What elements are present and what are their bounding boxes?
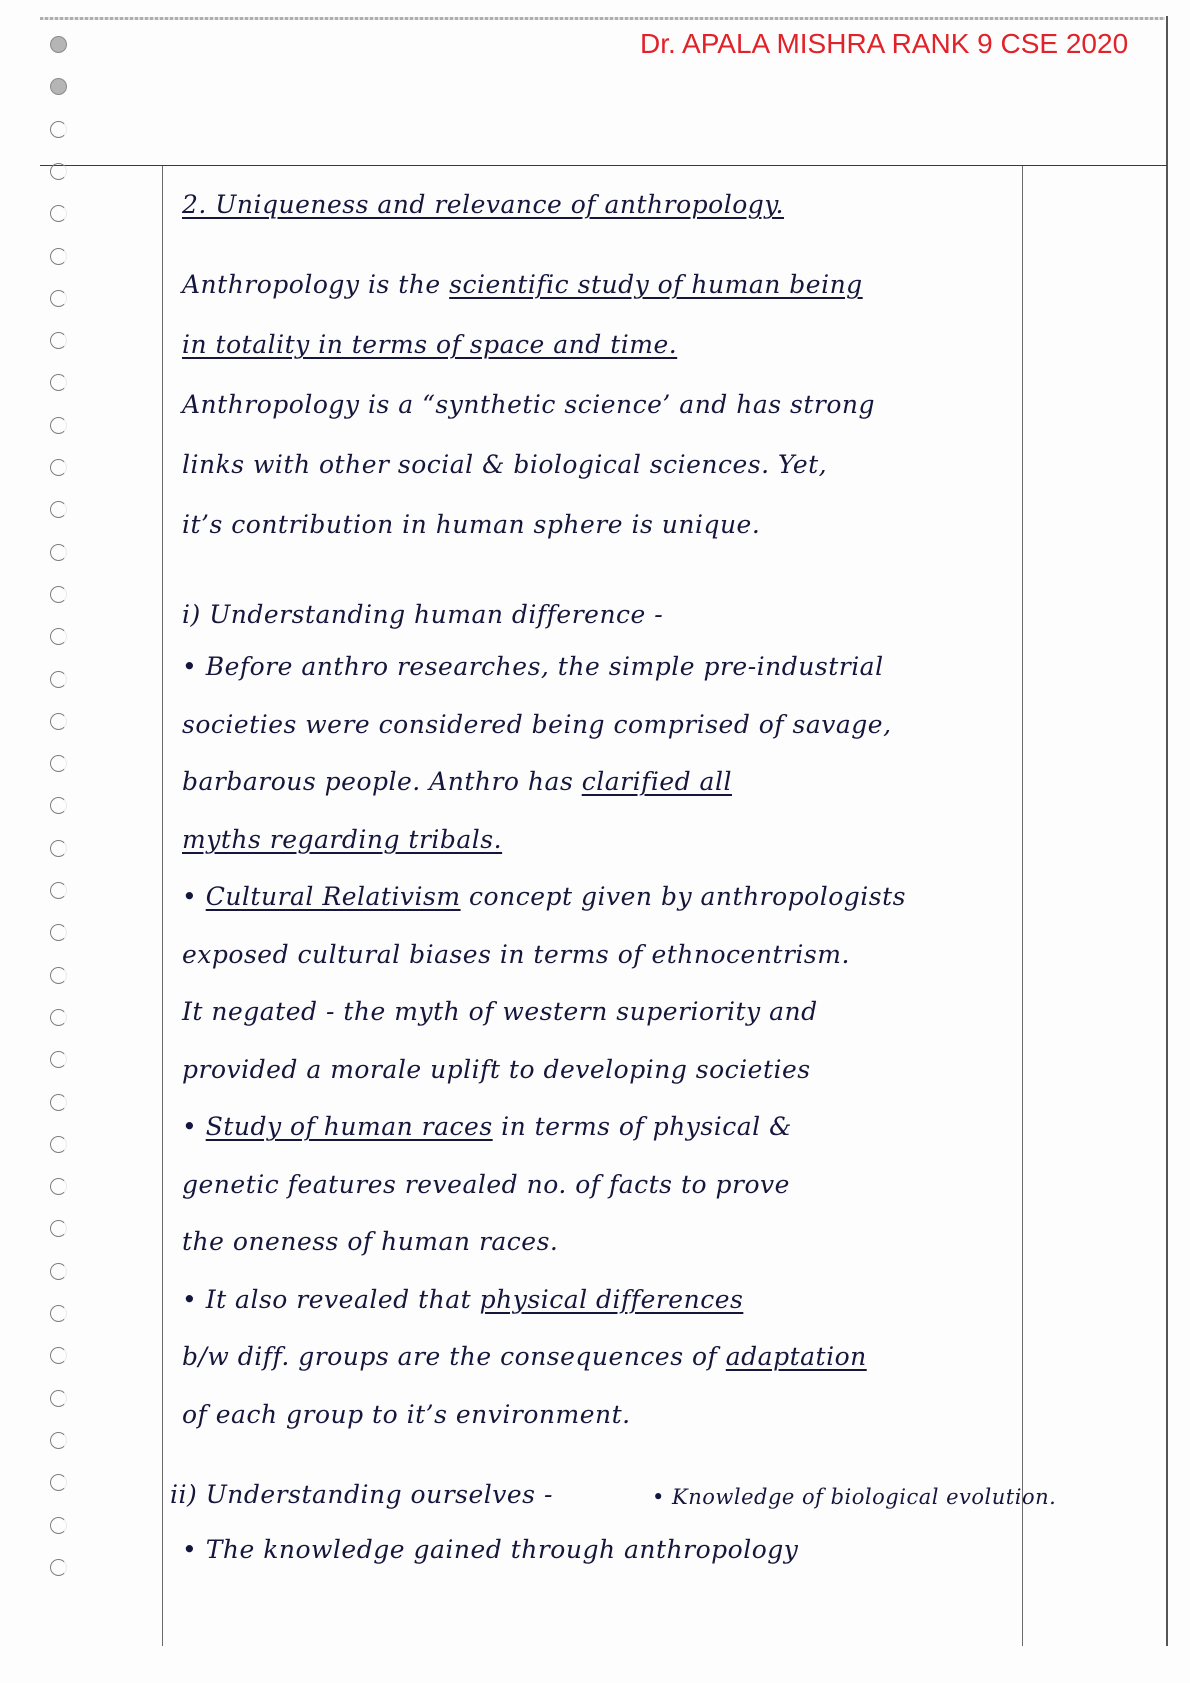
binder-hole xyxy=(50,290,67,307)
binder-hole xyxy=(50,417,67,434)
binder-hole xyxy=(50,713,67,730)
text-segment: • It also revealed that xyxy=(182,1284,480,1314)
text-segment: provided a morale uplift to developing societies xyxy=(182,1054,811,1084)
binder-hole xyxy=(50,1136,67,1153)
text-segment: It negated - the myth of western superiority and xyxy=(182,997,818,1026)
binder-hole xyxy=(50,967,67,984)
binder-hole xyxy=(50,36,67,53)
left-margin-line xyxy=(162,166,163,1646)
text-line xyxy=(182,825,502,854)
binder-hole xyxy=(50,544,67,561)
binder-hole xyxy=(50,1305,67,1322)
text-line xyxy=(182,390,875,419)
binder-hole xyxy=(50,628,67,645)
underlined-segment: in totality in terms of space and time. xyxy=(182,330,678,359)
binder-hole xyxy=(50,248,67,265)
binder-hole xyxy=(50,1094,67,1111)
text-segment: b/w diff. groups are the consequences of xyxy=(182,1342,726,1371)
binder-hole xyxy=(50,1051,67,1068)
binder-hole xyxy=(50,924,67,941)
text-line xyxy=(182,940,850,969)
text-segment: • xyxy=(182,1112,206,1141)
underlined-segment: scientific study of human being xyxy=(449,270,863,299)
underlined-segment: Study of human races xyxy=(205,1112,493,1141)
binder-hole xyxy=(50,332,67,349)
binder-hole xyxy=(50,78,67,95)
text-segment: links with other social & biological sciences. Yet, xyxy=(182,450,828,479)
text-line xyxy=(182,1400,631,1429)
binder-hole xyxy=(50,1178,67,1195)
binder-hole xyxy=(50,586,67,603)
text-segment: societies were considered being comprised of savage, xyxy=(182,709,892,739)
binder-hole xyxy=(50,1263,67,1280)
text-line xyxy=(182,997,818,1026)
section-2-line: • The knowledge gained through anthropology xyxy=(182,1535,799,1564)
answer-title: 2. Uniqueness and relevance of anthropology. xyxy=(182,190,784,219)
section-2-heading: ii) Understanding ourselves - xyxy=(170,1480,553,1509)
binder-hole xyxy=(50,501,67,518)
binder-hole xyxy=(50,1009,67,1026)
text-line xyxy=(182,1170,790,1199)
underlined-segment: Cultural Relativism xyxy=(205,882,461,911)
text-line xyxy=(182,767,732,796)
text-line xyxy=(182,1227,558,1256)
section-1-heading: i) Understanding human difference - xyxy=(182,600,664,629)
text-segment: barbarous people. Anthro has xyxy=(182,767,582,796)
header-rule xyxy=(40,165,1167,166)
underlined-segment: physical differences xyxy=(479,1284,744,1314)
text-line xyxy=(182,1055,811,1084)
header-label: Dr. APALA MISHRA RANK 9 CSE 2020 xyxy=(640,28,1129,59)
binder-hole xyxy=(50,459,67,476)
binder-hole xyxy=(50,1474,67,1491)
binder-hole xyxy=(50,163,67,180)
underlined-segment: clarified all xyxy=(581,767,732,796)
text-segment: genetic features revealed no. of facts to prove xyxy=(182,1169,790,1199)
text-segment: the oneness of human races. xyxy=(182,1227,559,1256)
underlined-segment: adaptation xyxy=(725,1342,867,1371)
text-segment: exposed cultural biases in terms of ethnocentrism. xyxy=(182,939,850,969)
binder-hole xyxy=(50,1559,67,1576)
binder-hole xyxy=(50,205,67,222)
text-segment: of each group to it’s environment. xyxy=(182,1399,631,1429)
text-segment: • Before anthro researches, the simple pre-industrial xyxy=(182,652,884,681)
section-2-note: • Knowledge of biological evolution. xyxy=(652,1485,1057,1509)
page-border-right xyxy=(1166,16,1168,1646)
binder-hole xyxy=(50,882,67,899)
underlined-segment: myths regarding tribals. xyxy=(182,824,503,854)
text-line xyxy=(182,450,827,479)
text-line xyxy=(182,710,892,739)
binder-hole xyxy=(50,671,67,688)
text-segment: in terms of physical & xyxy=(492,1112,792,1141)
text-line xyxy=(182,510,760,539)
binder-hole xyxy=(50,755,67,772)
text-line xyxy=(182,882,906,911)
scan-edge xyxy=(40,17,1165,20)
binder-hole xyxy=(50,121,67,138)
text-segment: concept given by anthropologists xyxy=(460,882,906,911)
binder-hole xyxy=(50,1220,67,1237)
binder-hole xyxy=(50,840,67,857)
binder-hole xyxy=(50,1517,67,1534)
text-line xyxy=(182,652,884,681)
text-segment: it’s contribution in human sphere is unique. xyxy=(182,510,761,539)
text-line xyxy=(182,1285,743,1314)
binder-hole xyxy=(50,797,67,814)
text-line xyxy=(182,1112,792,1141)
binder-hole xyxy=(50,1347,67,1364)
binder-hole xyxy=(50,1432,67,1449)
text-segment: Anthropology is a “synthetic science’ and has strong xyxy=(182,390,876,419)
text-line xyxy=(182,1342,867,1371)
text-segment: Anthropology is the xyxy=(182,270,450,299)
right-margin-line xyxy=(1022,166,1023,1646)
binder-hole xyxy=(50,1390,67,1407)
binder-hole xyxy=(50,374,67,391)
text-line xyxy=(182,330,677,359)
text-segment: • xyxy=(182,882,206,911)
text-line xyxy=(182,270,863,299)
